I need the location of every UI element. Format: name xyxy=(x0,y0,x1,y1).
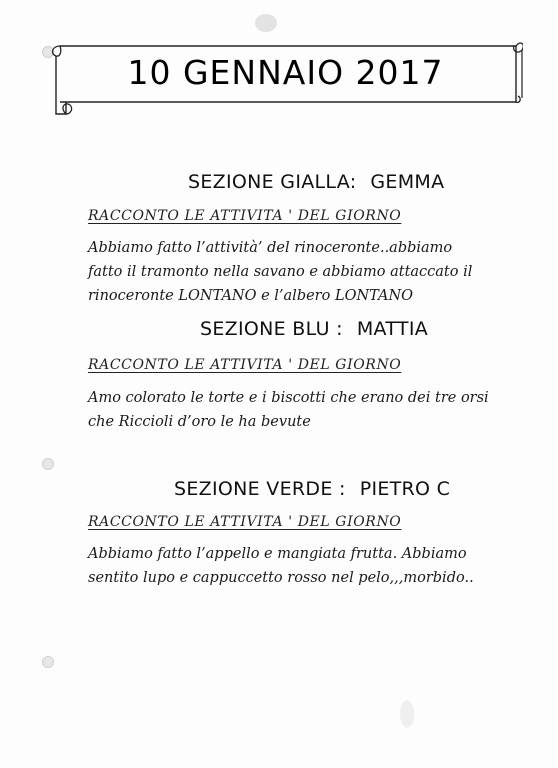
section-heading-gialla xyxy=(188,171,444,193)
activity-text xyxy=(88,386,548,434)
activity-text xyxy=(88,236,548,308)
activity-subheading: RACCONTO LE ATTIVITA ' DEL GIORNO xyxy=(88,514,402,530)
section-label: SEZIONE BLU : xyxy=(200,318,343,340)
title-scroll-banner xyxy=(48,40,523,120)
section-child-name: MATTIA xyxy=(356,318,429,340)
punch-hole-bottom xyxy=(42,656,54,668)
text-line: fatto il tramonto nella savano e abbiamo attaccato il xyxy=(88,264,473,280)
page-title: 10 GENNAIO 2017 xyxy=(127,53,444,92)
text-line: sentito lupo e cappuccetto rosso nel pelo,,,morbido.. xyxy=(88,570,474,586)
section-child-name: PIETRO C xyxy=(359,478,451,500)
section-heading-verde xyxy=(174,478,450,500)
text-line: che Riccioli d’oro le ha bevute xyxy=(88,414,311,430)
section-heading-blu xyxy=(200,318,428,340)
activity-subheading: RACCONTO LE ATTIVITA ' DEL GIORNO xyxy=(88,357,402,373)
text-line: rinoceronte LONTANO e l’albero LONTANO xyxy=(88,288,414,304)
scan-smudge xyxy=(255,14,277,32)
section-child-name: GEMMA xyxy=(370,171,445,193)
section-label: SEZIONE GIALLA: xyxy=(188,171,357,193)
activity-subheading: RACCONTO LE ATTIVITA ' DEL GIORNO xyxy=(88,208,402,224)
punch-hole-middle xyxy=(42,458,54,470)
section-label: SEZIONE VERDE : xyxy=(174,478,346,500)
scan-smudge xyxy=(400,700,414,728)
text-line: Abbiamo fatto l’appello e mangiata frutta. Abbiamo xyxy=(88,546,467,562)
text-line: Amo colorato le torte e i biscotti che erano dei tre orsi xyxy=(88,390,489,406)
activity-text xyxy=(88,542,548,590)
text-line: Abbiamo fatto l’attività’ del rinoceronte..abbiamo xyxy=(88,240,453,256)
